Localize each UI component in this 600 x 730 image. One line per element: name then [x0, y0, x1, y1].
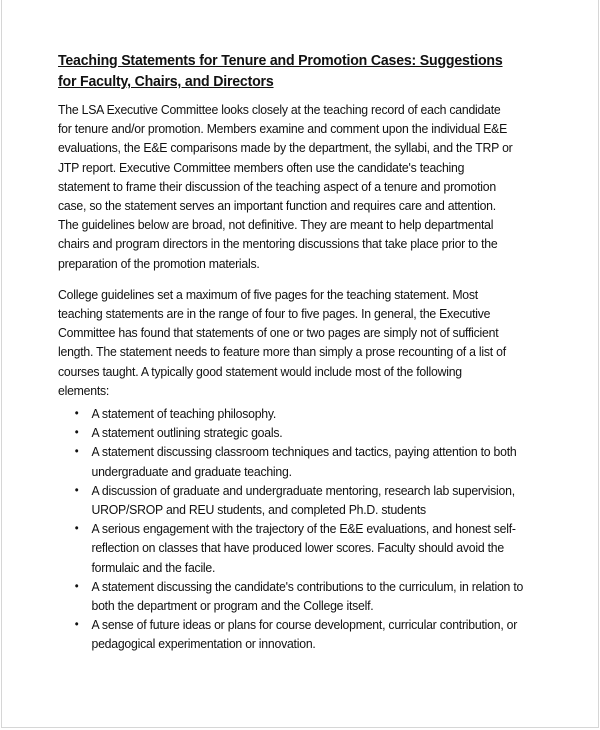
- list-item-text: A statement outlining strategic goals.: [91, 425, 283, 441]
- elements-list: [58, 404, 524, 654]
- list-item-text: A sense of future ideas or plans for course development, curricular contribution, or pedagogical experimentation or innovation.: [91, 617, 518, 652]
- bullet-icon: •: [74, 444, 79, 459]
- list-item: [58, 519, 524, 577]
- list-item-text: A statement of teaching philosophy.: [91, 406, 277, 422]
- document-title: Teaching Statements for Tenure and Promotion Cases: Suggestions for Faculty, Chairs, and Directors: [58, 52, 503, 90]
- intro-paragraph: The LSA Executive Committee looks closely at the teaching record of each candidate for tenure and/or promotion. Members examine and comment upon the individual E&E evaluations, the E&E comparisons made by the department, the syllabi, and the TRP or JTP report. Executive Committee members often use the candidate's teaching statement to frame their discussion of the teaching aspect of a tenure and promotion case, so the statement serves an important function and requires care and attention. The guidelines below are broad, not definitive. They are meant to help departmental chairs and program directors in the mentoring discussions that take place prior to the preparation of the promotion materials.: [58, 102, 513, 271]
- document-body: [58, 50, 524, 654]
- list-item-text: A discussion of graduate and undergraduate mentoring, research lab supervision, UROP/SROP and REU students, and completed Ph.D. students: [91, 482, 515, 518]
- list-item: [58, 615, 524, 653]
- list-item-text: A statement discussing classroom techniques and tactics, paying attention to both undergraduate and graduate teaching.: [91, 444, 517, 479]
- bullet-icon: •: [74, 482, 79, 497]
- list-item: [58, 481, 524, 519]
- bullet-icon: •: [74, 425, 79, 440]
- bullet-icon: •: [74, 406, 79, 421]
- bullet-icon: •: [74, 578, 79, 593]
- bullet-icon: •: [74, 521, 79, 536]
- list-item-text: A statement discussing the candidate's contributions to the curriculum, in relation to both the department or program and the College itself.: [91, 578, 524, 614]
- guidelines-paragraph: College guidelines set a maximum of five pages for the teaching statement. Most teaching statements are in the range of four to five pages. In general, the Executive Committee has found that statements of one or two pages are simply not of sufficient length. The statement needs to feature more than simply a prose recounting of a list of courses taught. A typically good statement would include most of the following elements:: [58, 286, 506, 398]
- list-item: [58, 577, 524, 615]
- list-item: [58, 423, 524, 442]
- list-item: [58, 442, 524, 480]
- list-item: [58, 404, 524, 423]
- bullet-icon: •: [74, 617, 79, 632]
- list-item-text: A serious engagement with the trajectory of the E&E evaluations, and honest self-reflection on classes that have produced lower scores. Faculty should avoid the formulaic and the facile.: [91, 521, 516, 575]
- document-page: [1, 0, 599, 728]
